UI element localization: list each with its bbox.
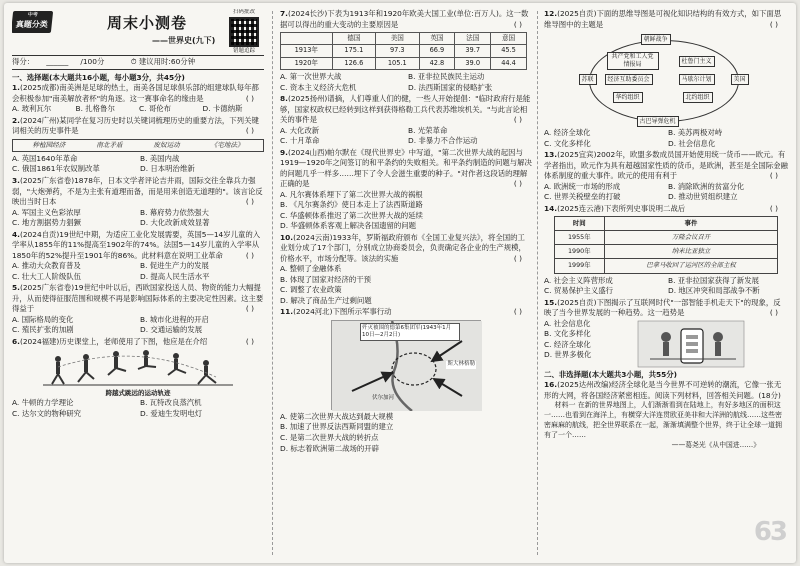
- mind-map-top: 朝鲜战争: [641, 34, 671, 45]
- long-jump-illustration: [38, 349, 238, 389]
- question-8: 8.(2025扬州)谱摘，人们尊重人们的健，一些人开始提倡："临时政府行是能够，国家权政权已经转到这样到获得格勒工兵代表苏维埃机关。"与此言论相关的事件是 ( ) A. 大化改新 B. 光荣革命 C. 十月革命 D. 非暴力不合作运动: [280, 94, 531, 146]
- mind-map-b1: 共产党和工人党情报局: [607, 52, 659, 70]
- mind-map-r2: 马歇尔计划: [679, 74, 715, 85]
- mind-map-diagram: [579, 32, 754, 128]
- question-6: 6.(2024福建)历史课堂上，老师使用了下图，他应是在介绍 ( ) 跨越式跳远的运动轨迹 A. 牛顿的力学理论 B. 瓦特改良蒸汽机 C. 达尔文的物种研究 D. 爱迪生发明电灯: [12, 337, 264, 420]
- page-title: 周末小测卷: [107, 14, 188, 32]
- keyword-box: 种植园经济 南北矛盾 废奴运动 《宅地法》: [12, 139, 264, 152]
- mind-map-r1: 杜鲁门主义: [679, 56, 715, 67]
- industry-table: 德国 美国 英国 法国 意国 1913年 175.1 97.3 66.9 39.7 45.5 1920年 126.6 105.1 42.8 39.0 44.4: [280, 32, 527, 70]
- question-15: 15.(2025自贡)下图揭示了互联网时代"一部智能手机走天下"的现象，反映了当今世界发展的一种趋势。这一趋势是 ( ) A. 社会信息化 B. 文化多样化 C. 经济全球化 D. 世界多极化: [544, 298, 788, 369]
- column-left: [12, 9, 264, 557]
- question-10: 10.(2024云南)1933年，罗斯福政府颁布《全国工业复兴法》，将全国的工业划分成了17个部门，分别成立协商委员会，负责确定各企业的生产规模，价格水平，市场分配等。该法的实施 ( ) A. 整顿了金融体系 B. 体现了国家对经济的干预 C. 调整了农业政策 D. 解决了商品生产过剩问题: [280, 232, 526, 305]
- worksheet-page: [4, 3, 796, 563]
- mind-map-right: 美国: [731, 74, 749, 85]
- worksheet-header: [12, 9, 264, 55]
- question-4: 4.(2024自贡)19世纪中期，为适应工业化发展需要，英国5—14岁儿童的入学率从1855年的11%提高至1902年的74%。法国5—14岁儿童的入学率从1850年的52%提升至1901年的86%。此材料意在说明工业革命 ( ) A. 推动大众教育普及 B. 促进生产力的发展 C. 壮大工人阶级队伍 D. 提高人民生活水平: [12, 229, 261, 281]
- question-11: 11.(2024河北)下图所示军事行动 ( ) 歼灭被围的德第6集团军(1943年1月10日—2月2日) 斯大林格勒 伏尔加河 A. 使第二次世界大战达到最大规模 B. 加速了世界反法西斯同盟的建立 C. 是第二次世界大战的转折点 D. 标志着欧洲第二战场的开辟: [280, 307, 522, 453]
- material-citation: ——葛尧光《从中国进……》: [671, 440, 760, 449]
- page-subtitle: ——世界史(九下): [152, 36, 216, 45]
- mind-map-bottom: 古巴导弹危机: [637, 116, 679, 127]
- column-divider: [537, 11, 538, 555]
- battle-map: [331, 320, 481, 410]
- page-number: 63: [753, 517, 786, 548]
- mind-map-r3: 北约组织: [683, 92, 713, 103]
- score-label: 得分： ______ /100分: [12, 57, 105, 66]
- question-5: 5.(2025广东省卷)19世纪中叶以后，西欧国家投送人员、物资的能力大幅提升，从而使得征服范围和规模不再是影响国际体系的主要决定性因素。这主要得益于 ( ) A. 国际格局的变化 B. 城市化进程的开启 C. 殖民扩张的加剧 D. 交通运输的发展: [12, 283, 264, 335]
- map-label-river: 伏尔加河: [372, 395, 395, 402]
- question-1: 1.(2025成都)南美洲是足球的热土，南美各国足球俱乐部的组建球队每年都会积极参加"南美解放者杯"的角逐。这一赛事命名的缘由是 ( ) A. 玻利瓦尔 B. 扎格鲁尔 C. 哥伦布 D. 卡德纳斯: [12, 83, 259, 114]
- question-12: 12.(2025自贡)下面的思维导图是可视化知识结构的有效方式，如下面思维导图中的主题是 ( ) 朝鲜战争 苏联 美国 共产党和工人党情报局 经济互助委员会 华约组织 杜鲁门主义 马歇尔计划 北约组织 古巴导弹危机 A. 经济全球化 B. 美苏两极对峙 C. 文化多样化 D. 社会信息化: [544, 9, 782, 148]
- material-passage: 材料一 在新的世界地图上，人们渐渐看到在陆地上，有好多地区的面积这一……也看到在海洋上，有横穿大洋连贯欧亚美非和大洋洲的航线……这些密密麻麻的航线，把全世界联系在一起，渐渐填满整个世界，终于让全球一道拥有了一个……: [544, 401, 782, 439]
- mind-map-b3: 华约组织: [613, 92, 643, 103]
- question-16: 16.(2025达州改编)经济全球化是当今世界不可逆转的潮流，它像一张无形的大网，将各国经济紧密相连。阅读下列材料，回答相关问题。(18分) 材料一 在新的世界地图上，人们渐渐看到在陆地上，有好多地区的面积这一……也看到在海洋上，有横穿大洋连贯欧亚美非和大洋洲的航线……这些密密麻麻的航线，把全世界联系在一起，渐渐填满整个世界，终于让全球一道拥有了一个…… ——葛尧光《从中国进……》: [544, 380, 788, 450]
- map-title: 歼灭被围的德第6集团军(1943年1月10日—2月2日): [360, 323, 460, 341]
- events-table: 时间 事件 1955年 万隆会议召开 1990年 纳米比亚独立 1999年 巴拿马收回了运河区的全部主权: [554, 216, 778, 273]
- question-3: 3.(2025广东省卷)1878年，日本文学者评论吉井雨，国际交往全靠兵力强弱，"大炮弹药，不是为主张有道理而备，而是用来创造无道理的"。该言论反映出当时日本 ( ) A. 军国主义色彩浓厚 B. 幕府势力依然强大 C. 地方割据势力猖獗 D. 大化改新成效显著: [12, 176, 263, 228]
- mind-map-left: 苏联: [579, 74, 597, 85]
- section-answer-title: 二、非选择题(本大题共3小题，共55分): [544, 369, 678, 379]
- figure-caption: 跨越式跳远的运动轨迹: [105, 389, 171, 398]
- section-choice-title: 一、选择题(本大题共16小题，每小题3分，共45分): [12, 72, 185, 82]
- question-13: 13.(2025宜宾)2002年，欧盟多数成员国开始使用统一货币——欧元。有学者指出，欧元作为具有超越国家性质的货币，是欧洲，甚至是全国际金融体系制度的重大事件。欧元的使用有利于 ( ) A. 欧洲统一市场的形成 B. 消除欧洲的贫富分化 C. 世界关税壁垒的打破 D. 推动世贸组织建立: [544, 150, 788, 202]
- question-9: 9.(2024山西)帕尔默在《现代世界史》中写道，"第二次世界大战的起因与1919—1920年之间签订的和平条约的失败相关。和平条约制造的问题与解决的问题几乎一样多……埋下了令人会滋生重要的种子。"对作者这段话的理解正确的是 ( ) A. 凡尔赛体系埋下了第二次世界大战的祸根 B. 《凡尔赛条约》使日本走上了法西斯道路 C. 华盛顿体系推迟了第二次世界大战的延续 D. 华盛顿体系客观上解决各国遗留的问题: [280, 147, 532, 231]
- question-2: 2.(2024广州)某同学在复习历史时以关键词梳理历史的重要方法，下列关键词相关的历史事件是 ( ) 种植园经济 南北矛盾 废奴运动 《宅地法》 A. 英国1640年革命 B. 美国内战 C. 俄国1861年农奴制改革 D. 日本明治维新: [12, 116, 264, 175]
- qr-code-icon[interactable]: [229, 17, 259, 47]
- score-bar: [12, 55, 264, 70]
- column-right: [544, 9, 788, 557]
- map-label-city: 斯大林格勒: [447, 360, 475, 367]
- time-suggestion: ⏱ 建议用时:60分钟: [130, 57, 196, 66]
- brand-logo: 中考 真题分类: [12, 11, 53, 33]
- qr-code-area[interactable]: 扫码批改 错题追踪: [226, 9, 262, 55]
- column-middle: [280, 9, 532, 557]
- column-divider: [272, 11, 273, 555]
- question-7: 7.(2024长沙)下表为1913年和1920年欧美大国工业(单位:百万人)。这一数据可以得出的重大变动的主要原因是 ( ) 德国 美国 英国 法国 意国 1913年 175.1 97.3 66.9 39.7 45.5 1920年 126.6 105.1 42.8 39.0 44.4 A. 第一次世界大战 B. 亚非拉民族民主运动 C. 资本主义经济大危机 D. 法西斯国家的侵略扩张: [280, 9, 529, 92]
- mind-map-b2: 经济互助委员会: [605, 74, 653, 85]
- question-14: 14.(2025连云港)下表所列史事说明二战后 ( ) 时间 事件 1955年 万隆会议召开 1990年 纳米比亚独立 1999年 巴拿马收回了运河区的全部主权 A. 社会主义阵营形成 B. 亚非拉国家获得了新发展 C. 贸易保护主义盛行 D. 地区冲突和局部战争不断: [544, 203, 778, 296]
- smartphone-cartoon: [636, 319, 746, 369]
